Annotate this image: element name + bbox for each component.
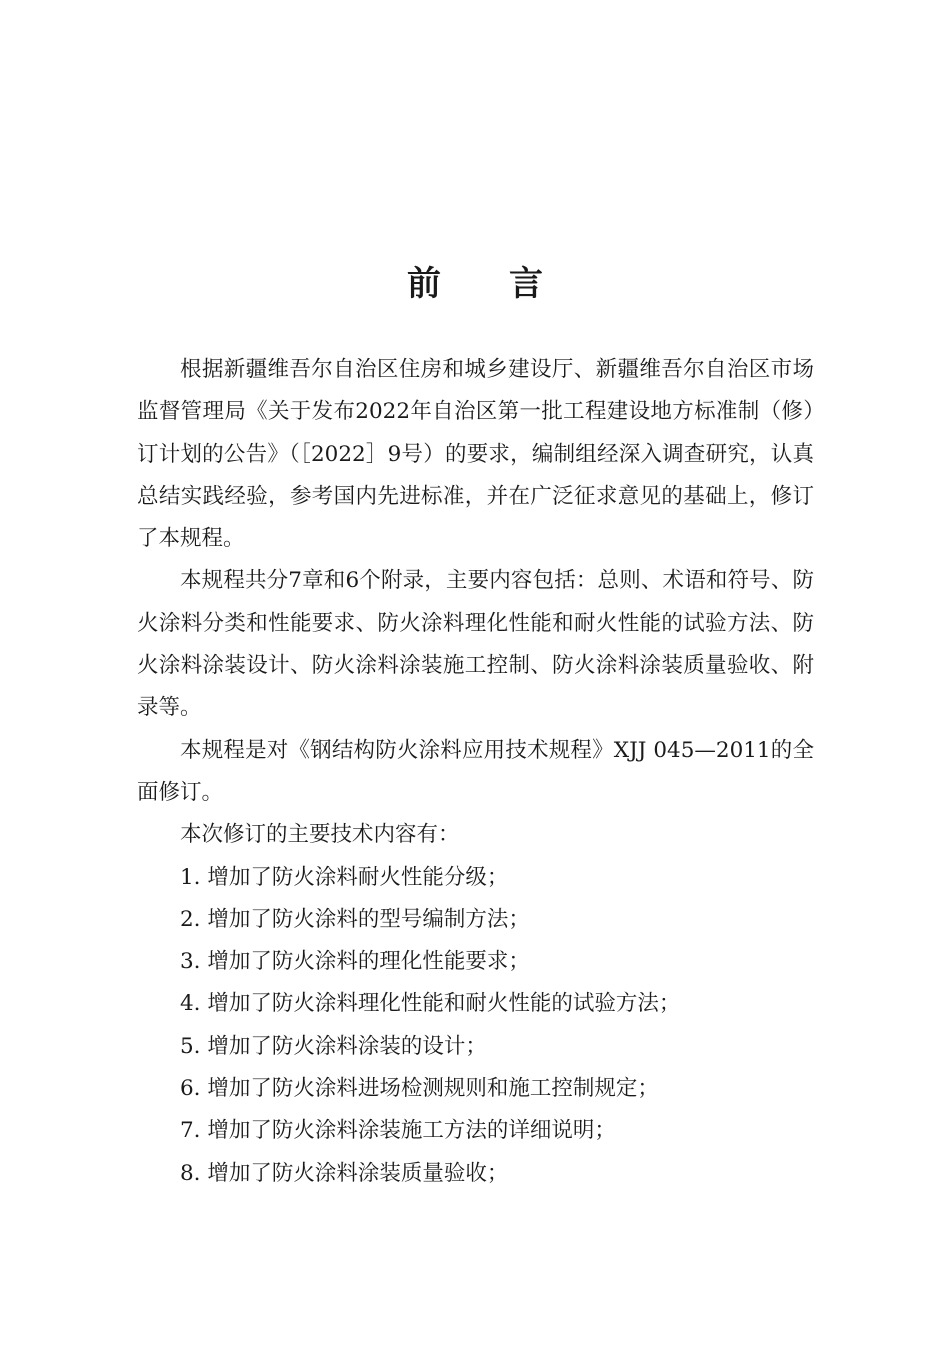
revision-list: [137, 857, 814, 1195]
list-item: 1. 增加了防火涂料耐火性能分级；: [180, 864, 509, 890]
paragraph-basis: 根据新疆维吾尔自治区住房和城乡建设厅、新疆维吾尔自治区市场监督管理局《关于发布2022年自治区第一批工程建设地方标准制（修）订计划的公告》（［2022］9号）的要求，编制组经深入调查研究，认真总结实践经验，参考国内先进标准，并在广泛征求意见的基础上，修订了本规程。: [137, 357, 814, 552]
page-title: 前言: [407, 264, 611, 304]
list-item: 4. 增加了防火涂料理化性能和耐火性能的试验方法；: [180, 991, 681, 1017]
list-item: 7. 增加了防火涂料涂装施工方法的详细说明；: [180, 1118, 616, 1144]
paragraph-revision-note: 本规程是对《钢结构防火涂料应用技术规程》XJJ 045—2011的全面修订。: [137, 737, 814, 805]
paragraph-contents: 本规程共分7章和6个附录，主要内容包括：总则、术语和符号、防火涂料分类和性能要求、防火涂料理化性能和耐火性能的试验方法、防火涂料涂装设计、防火涂料涂装施工控制、防火涂料涂装质量验收、附录等。: [137, 568, 814, 721]
list-item: 2. 增加了防火涂料的型号编制方法；: [180, 906, 530, 932]
list-item: 3. 增加了防火涂料的理化性能要求；: [180, 949, 530, 975]
document-body: [137, 349, 814, 1195]
list-item: 6. 增加了防火涂料进场检测规则和施工控制规定；: [180, 1076, 659, 1102]
list-item: 8. 增加了防火涂料涂装质量验收；: [180, 1160, 509, 1186]
paragraph-revision-intro: 本次修订的主要技术内容有：: [180, 822, 460, 848]
list-item: 5. 增加了防火涂料涂装的设计；: [180, 1033, 487, 1059]
